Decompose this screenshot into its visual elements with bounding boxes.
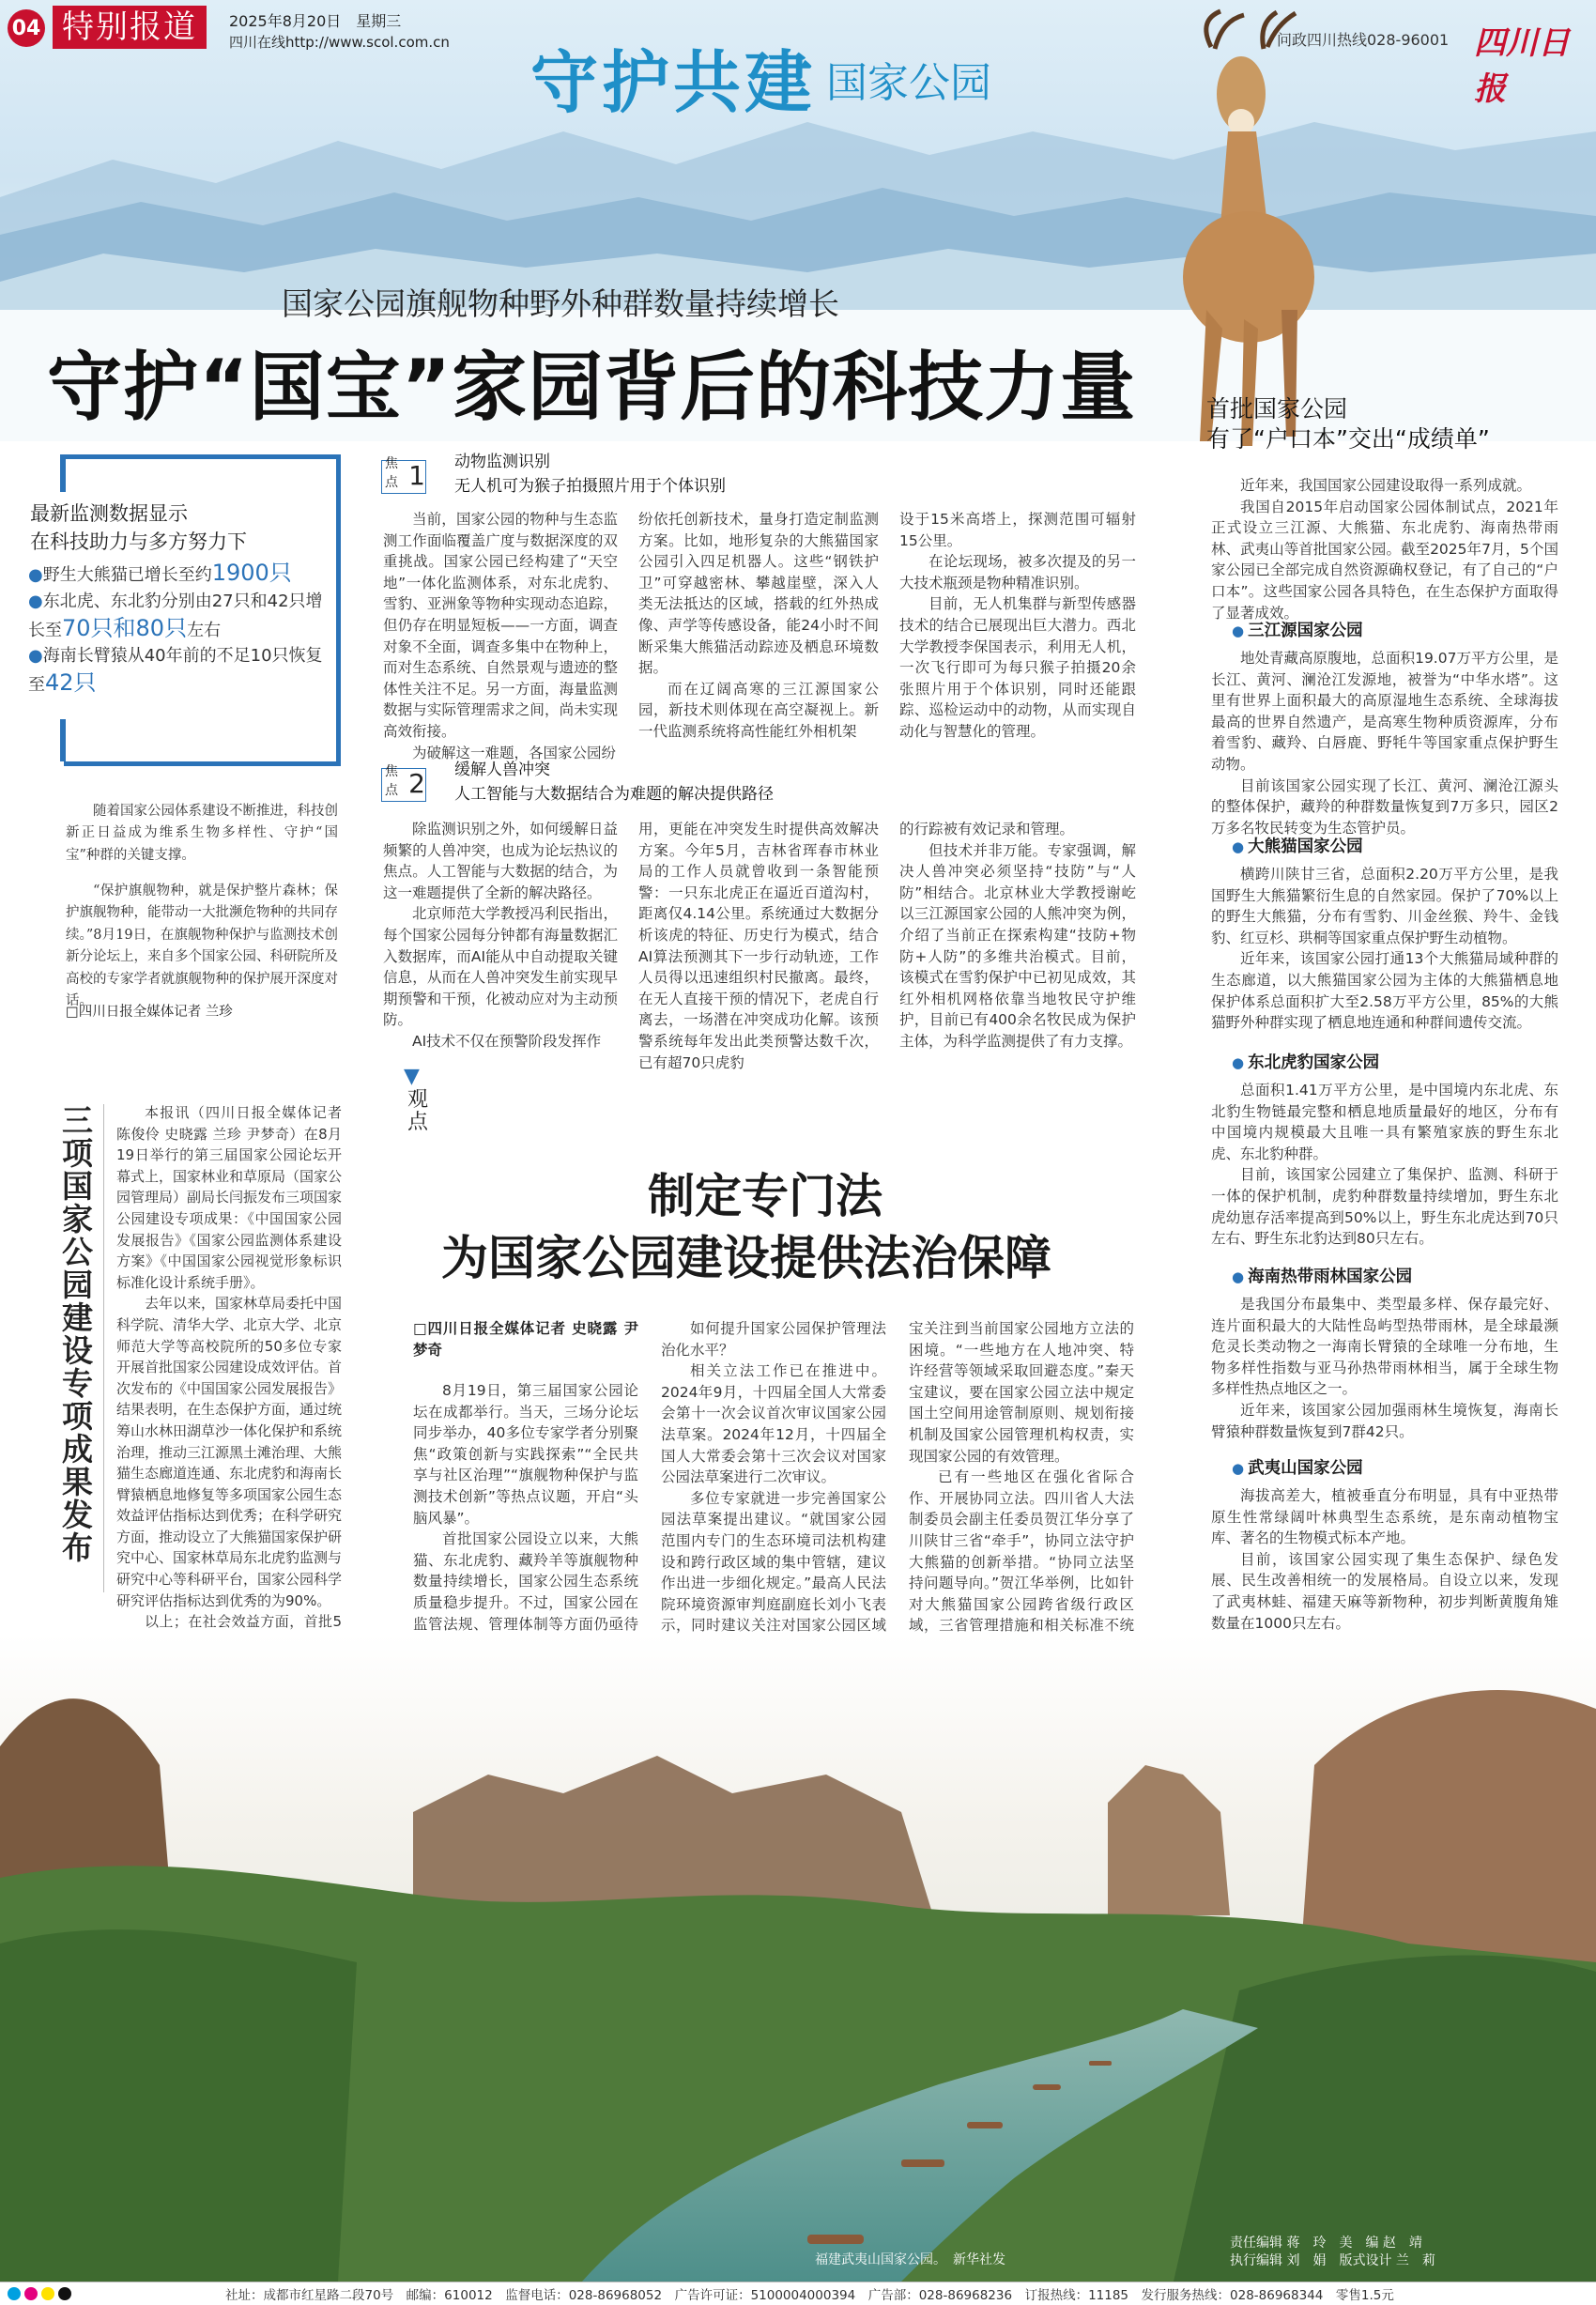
- footer-info: 社址：成都市红星路二段70号 邮编：610012 监督电话：028-86968052 广告许可证：5100004000394 广告部：028-86968236 订报热线：11185 发行服务热线：028-86968344 零售1.5元: [225, 2288, 1394, 2303]
- banner-title: 守护共建: [530, 42, 817, 122]
- callout-frame-corner: [60, 719, 66, 761]
- paragraph: 的行踪被有效记录和管理。: [899, 821, 1075, 837]
- paragraph: 如何提升国家公园保护管理法治化水平？: [661, 1320, 886, 1359]
- park-name: 大熊猫国家公园: [1248, 837, 1363, 856]
- park-name: 东北虎豹国家公园: [1248, 1053, 1380, 1072]
- park-name: 海南热带雨林国家公园: [1248, 1268, 1413, 1286]
- opinion-byline: □四川日报全媒体记者 史晓露 尹梦奇: [413, 1320, 638, 1359]
- focus1-subtitle: 无人机可为猴子拍摄照片用于个体识别: [454, 477, 726, 496]
- opinion-label: 观点: [407, 1088, 429, 1134]
- paragraph: 横跨川陕甘三省，总面积2.20万平方公里，是我国野生大熊猫繁衍生息的自然家园。保护了70%以上的野生大熊猫，分布有雪豹、川金丝猴、羚牛、金钱豹、红豆杉、珙桐等国家重点保护野生动植物。: [1211, 866, 1558, 946]
- paragraph: 用，更能在冲突发生时提供高效解决方案。今年5月，吉林省珲春市林业局的工作人员就曾收到一条智能预警：一只东北虎正在逼近百道沟村，距离仅4.14公里。系统通过大数据分析该虎的特征、历史行为模式，结合AI算法预测其下一步行动轨迹，工作人员得以迅速组织村民撤离。最终，在无人直接干预的情况下，老虎自行离去，一场潜在冲突成功化解。该预警系统每年发出此类预警达数千次，已有超70只虎豹: [638, 821, 879, 1071]
- callout-frame-corner: [60, 454, 66, 492]
- cyan-register-icon: [8, 2287, 21, 2300]
- bullet-icon: ●: [28, 646, 43, 666]
- yellow-register-icon: [41, 2287, 54, 2300]
- park-heading-giant-panda: [1232, 834, 1363, 857]
- right-subtitle: 有了“户口本”交出“成绩单”: [1206, 425, 1490, 453]
- editor-credits: [1230, 2235, 1435, 2270]
- focus-badge-number: 2: [408, 768, 425, 799]
- park-heading-wuyishan: [1232, 1455, 1363, 1479]
- paragraph: 总面积1.41万平方公里，是中国境内东北虎、东北豹生物链最完整和栖息地质量最好的地区，分布有中国境内规模最大且唯一具有繁殖家族的野生东北虎、东北豹种群。: [1211, 1082, 1558, 1162]
- bullet-icon: ●: [28, 592, 43, 611]
- stat-tail: 左右: [187, 621, 222, 640]
- paragraph: 北京师范大学教授冯利民指出，每个国家公园每分钟都有海量数据汇入数据库，而AI能从中自动提取关键信息，从而在人兽冲突发生前实现早期预警和干预，化被动应对为主动预防。: [383, 905, 618, 1029]
- paragraph: 首批国家公园设立以来，大熊猫、东北虎豹、藏羚羊等旗舰物种数量持续增长，国家公园生态系统质量稳步提升。不过，国家公园在监管法规、管理体制等方面仍亟待: [413, 1530, 638, 1633]
- antelope-illustration: [1155, 9, 1343, 451]
- landscape-photo: [0, 1634, 1596, 2282]
- paragraph: 纷依托创新技术，量身打造定制监测方案。比如，地形复杂的大熊猫国家公园引入四足机器人。这些“钢铁护卫”可穿越密林、攀越崖壁，深入人类无法抵达的区域，搭载的红外热成像、声学等传感设备，能24小时不间断采集大熊猫活动踪迹及栖息环境数据。: [638, 511, 879, 677]
- stat-tiger-leopard: [28, 588, 329, 644]
- park-text-tiger-leopard: [1211, 1080, 1558, 1249]
- park-heading-hainan: [1232, 1264, 1412, 1287]
- focus-badge-label: 焦点: [385, 764, 398, 798]
- paragraph: 除监测识别之外，如何缓解日益频繁的人兽冲突，也成为论坛热议的焦点。人工智能与大数据的结合，为这一难题提供了全新的解决路径。: [383, 821, 618, 901]
- lead-headline: 守护“国宝”家园背后的科技力量: [47, 344, 1137, 431]
- paragraph: 近年来，该国家公园打通13个大熊猫局域种群的生态廊道，以大熊猫国家公园为主体的大熊猫栖息地保护体系总面积扩大至2.58万平方公里，85%的大熊猫野外种群实现了栖息地连通和种群间遗传交流。: [1211, 950, 1558, 1032]
- page-number: 04: [8, 9, 45, 47]
- bullet-icon: ●: [28, 565, 43, 585]
- park-name: 三江源国家公园: [1248, 622, 1363, 640]
- site-url[interactable]: 四川在线http://www.scol.com.cn: [229, 34, 450, 51]
- lead-intro: [66, 787, 338, 1026]
- right-intro: [1211, 475, 1558, 622]
- paragraph: 为破解这一难题，各国家公园纷: [412, 744, 617, 761]
- paragraph: 宝关注到当前国家公园地方立法的困境。“一些地方在人地冲突、特许经营等领域采取回避态度。”秦天宝建议，要在国家公园立法中规定国土空间用途管制原则、规划衔接机制及国家公园管理机构权责，实现国家公园的有效管理。: [909, 1320, 1134, 1465]
- callout-heading-line: 最新监测数据显示: [30, 502, 188, 525]
- news-vertical-title: 三项国家公园建设专项成果发布: [57, 1104, 94, 1564]
- paragraph: 而在辽阔高寒的三江源国家公园，新技术则体现在高空凝视上。新一代监测系统将高性能红外相机架: [638, 680, 879, 740]
- wuyishan-landscape: [0, 1634, 1596, 2282]
- paragraph: 去年以来，国家林草局委托中国科学院、清华大学、北京大学、北京师范大学等高校院所的50多位专家开展首批国家公园建设成效评估。首次发布的《中国国家公园发展报告》结果表明，在生态保护方面，通过统筹山水林田湖草沙一体化保护和系统治理，推动三江源黑土滩治理、大熊猫生态廊道连通、东北虎豹和海南长臂猿栖息地修复等多项国家公园生态效益评估指标达到优秀；在科学研究方面，推动设立了大熊猫国家保护研究中心、国家林草局东北虎豹监测与研究中心等科研平台，国家公园科学研究评估指标达到优秀的为90%。: [116, 1295, 343, 1609]
- focus2-column-3: [899, 819, 1136, 1055]
- stat-text: 海南长臂猿从40年前的不足10只恢复至: [28, 646, 323, 695]
- paragraph: 地处青藏高原腹地，总面积19.07万平方公里，是长江、黄河、澜沧江发源地，被誉为“中华水塔”。这里有世界上面积最大的高原湿地生态系统、全球海拔最高的世界自然遗产，是高寒生物种质资源库，分布着雪豹、藏羚、白唇鹿、野牦牛等国家重点保护野生动物。: [1211, 650, 1558, 773]
- bullet-icon: ●: [1232, 622, 1245, 639]
- focus-badge-label: 焦点: [385, 456, 398, 490]
- callout-heading-line: 在科技助力与多方努力下: [30, 530, 247, 553]
- stat-value: 42只: [45, 669, 97, 696]
- callout-heading: [30, 499, 340, 556]
- opinion-subtitle: 为国家公园建设提供法治保障: [441, 1231, 1051, 1285]
- intro-paragraph: “保护旗舰物种，就是保护整片森林；保护旗舰物种，能带动一大批濒危物种的共同存续。”8月19日，在旗舰物种保护与监测技术创新分论坛上，来自多个国家公园、科研院所及高校的专家学者就旗舰物种的保护展开深度对话。: [66, 883, 338, 1008]
- paragraph: 近年来，该国家公园加强雨林生境恢复，海南长臂猿种群数量恢复到7群42只。: [1211, 1401, 1558, 1440]
- paragraph: 当前，国家公园的物种与生态监测工作面临覆盖广度与数据深度的双重挑战。国家公园已经构建了“天空地”一体化监测体系，对东北虎豹、雪豹、亚洲象等物种实现动态追踪，但仍存在明显短板——一方面，调查对象不全面，调查多集中在物种上，而对生态系统、自然景观与遗迹的整体性关注不足。另一方面，海量监测数据与实际管理需求之间，尚未实现高效衔接。: [383, 511, 618, 740]
- paragraph: 目前，该国家公园实现了集生态保护、绿色发展、民生改善相统一的发展格局。自设立以来，发现了武夷林蛙、福建天麻等新物种，初步判断黄腹角雉数量在1000只左右。: [1211, 1550, 1558, 1632]
- stat-text: 野生大熊猫已增长至约: [42, 565, 212, 585]
- paragraph: 本报讯（四川日报全媒体记者 陈俊伶 史晓露 兰珍 尹梦奇）在8月19日举行的第三届国家公园论坛开幕式上，国家林业和草原局（国家公园管理局）副局长闫振发布三项国家公园建设专项成果：《中国国家公园发展报告》《国家公园监测体系建设方案》《中国国家公园视觉形象标识标准化设计系统手册》。: [116, 1104, 343, 1291]
- stat-gibbon: [28, 642, 329, 699]
- lead-kicker: 国家公园旗舰物种野外种群数量持续增长: [282, 285, 839, 322]
- focus1-column-1: [383, 509, 618, 761]
- bullet-icon: ●: [1232, 1460, 1245, 1477]
- paragraph: 设于15米高塔上，探测范围可辐射15公里。: [899, 511, 1136, 549]
- focus2-title: 缓解人兽冲突: [454, 761, 550, 779]
- divider: [103, 1104, 104, 1592]
- park-name: 武夷山国家公园: [1248, 1459, 1363, 1478]
- intro-paragraph: 随着国家公园体系建设不断推进，科技创新正日益成为维系生物多样性、守护“国宝”种群的关键支撑。: [66, 803, 338, 863]
- stat-panda: [28, 560, 329, 589]
- newspaper-logo: 四川日报: [1474, 24, 1570, 108]
- hotline: 问政四川热线028-96001: [1277, 31, 1450, 49]
- paragraph: 目前，该国家公园建立了集保护、监测、科研于一体的保护机制，虎豹种群数量持续增加，野生东北虎幼崽存活率提高到50%以上，野生东北虎达到70只左右、野生东北豹达到80只左右。: [1211, 1166, 1558, 1248]
- black-register-icon: [58, 2287, 71, 2300]
- park-text-hainan: [1211, 1294, 1558, 1448]
- focus-badge-2: [381, 764, 426, 802]
- park-heading-sanjiangyuan: [1232, 618, 1363, 641]
- paragraph: 多位专家就进一步完善国家公园法草案提出建议。“就国家公园范围内专门的生态环境司法机构建设和跨行政区域的集中管辖，建议作出进一步细化规定。”最高人民法院环境资源审判庭副庭长刘小飞表示，同时建议关注对国家公园区域: [661, 1489, 886, 1635]
- park-text-wuyishan: [1211, 1485, 1558, 1636]
- focus1-column-3: [899, 509, 1136, 745]
- photo-caption: 福建武夷山国家公园。 新华社发: [815, 2252, 1005, 2267]
- section-tag: 特别报道: [53, 6, 207, 49]
- stat-value: 70只和80只: [62, 615, 188, 641]
- focus-badge-number: 1: [408, 460, 425, 491]
- focus1-column-2: [638, 509, 879, 745]
- opinion-title: 制定专门法: [648, 1169, 882, 1223]
- paragraph: 但技术并非万能。专家强调，解决人兽冲突必须坚持“技防”与“人防”相结合。北京林业大学教授谢屹以三江源国家公园的人熊冲突为例，介绍了当前正在探索构建“技防+物防+人防”的多维共治模式。目前，该模式在雪豹保护中已初见成效，其红外相机网格依靠当地牧民守护维护，目前已有400余名牧民成为保护主体，为科学监测提供了有力支撑。: [899, 841, 1136, 1050]
- paragraph: 在论坛现场，被多次提及的另一大技术瓶颈是物种精准识别。: [899, 553, 1136, 592]
- stat-text: 东北虎、东北豹分别由27只和42只增长至: [28, 592, 323, 640]
- paragraph: 近年来，我国国家公园建设取得一系列成就。: [1240, 477, 1532, 494]
- magenta-register-icon: [24, 2287, 38, 2300]
- right-title: 首批国家公园: [1206, 395, 1348, 423]
- paragraph: 是我国分布最集中、类型最多样、保存最完好、连片面积最大的大陆性岛屿型热带雨林，是全球最濒危灵长类动物之一海南长臂猿的全球唯一分布地，生物多样性指数与亚马孙热带雨林相当，属于全球生物多样性热点地区之一。: [1211, 1296, 1558, 1398]
- intro-byline: □四川日报全媒体记者 兰珍: [66, 1005, 233, 1020]
- focus2-column-2: [638, 819, 879, 1071]
- paragraph: AI技术不仅在预警阶段发挥作: [412, 1032, 602, 1050]
- credits-line: 执行编辑 刘 娟 版式设计 兰 莉: [1230, 2253, 1435, 2268]
- stat-value: 1900只: [211, 560, 292, 586]
- park-text-sanjiangyuan: [1211, 648, 1558, 837]
- paragraph: 8月19日，第三届国家公园论坛在成都举行。当天，三场分论坛同步举办，40多位专家学者分别聚焦“政策创新与实践探索”“全民共享与社区治理”“旗舰物种保护与监测技术创新”等热点议题，开启“头脑风暴”。: [413, 1382, 638, 1527]
- paragraph: 相关立法工作已在推进中。2024年9月，十四届全国人大常委会第十一次会议首次审议国家公园法草案。2024年12月，十四届全国人大常委会第十三次会议对国家公园法草案进行二次审议。: [661, 1362, 886, 1486]
- paragraph: 目前，无人机集群与新型传感器技术的结合已展现出巨大潜力。西北大学教授李保国表示，利用无人机，一次飞行即可为每只猴子拍摄20余张照片用于个体识别，同时还能跟踪、巡检运动中的动物，从而实现自动化与智慧化的管理。: [899, 595, 1136, 740]
- focus-badge-1: [381, 456, 426, 494]
- paragraph: 我国自2015年启动国家公园体制试点，2021年正式设立三江源、大熊猫、东北虎豹、海南热带雨林、武夷山等首批国家公园。截至2025年7月，5个国家公园已全部完成自然资源确权登记，有了自己的“户口本”。这些国家公园各具特色，在生态保护方面取得了显著成效。: [1211, 498, 1558, 622]
- focus2-column-1: [383, 819, 618, 1055]
- issue-date: 2025年8月20日 星期三: [229, 12, 402, 30]
- focus1-title: 动物监测识别: [454, 453, 550, 471]
- paragraph: 海拔高差大，植被垂直分布明显，具有中亚热带原生性常绿阔叶林典型生态系统，是东南动植物宝库、著名的生物模式标本产地。: [1211, 1487, 1558, 1547]
- paragraph: 目前该国家公园实现了长江、黄河、澜沧江源头的整体保护，藏羚的种群数量恢复到7万多只，园区2万多名牧民转变为生态管护员。: [1211, 776, 1558, 837]
- bullet-icon: ●: [1232, 1268, 1245, 1285]
- bullet-icon: ●: [1232, 1054, 1245, 1071]
- credits-line: 责任编辑 蒋 玲 美 编 赵 靖: [1230, 2236, 1422, 2251]
- park-text-giant-panda: [1211, 864, 1558, 1048]
- park-heading-tiger-leopard: [1232, 1050, 1379, 1073]
- banner-subtitle: 国家公园: [826, 59, 991, 107]
- bullet-icon: ●: [1232, 838, 1245, 855]
- focus2-subtitle: 人工智能与大数据结合为难题的解决提供路径: [454, 785, 774, 804]
- chevron-down-icon: ▼: [404, 1065, 420, 1088]
- paragraph: 已有一些地区在强化省际合作、开展协同立法。四川省人大法制委员会副主任委员贺江华分享了川陕甘三省“牵手”，协同立法守护大熊猫的创新举措。“协同立法坚持问题导向。”贺江华举例，比如针对大熊猫国家公园跨省级行政区域，三省管理措施和相关标准不统: [909, 1468, 1134, 1635]
- paragraph: 以上；在社会效益方面，首批5: [145, 1613, 342, 1631]
